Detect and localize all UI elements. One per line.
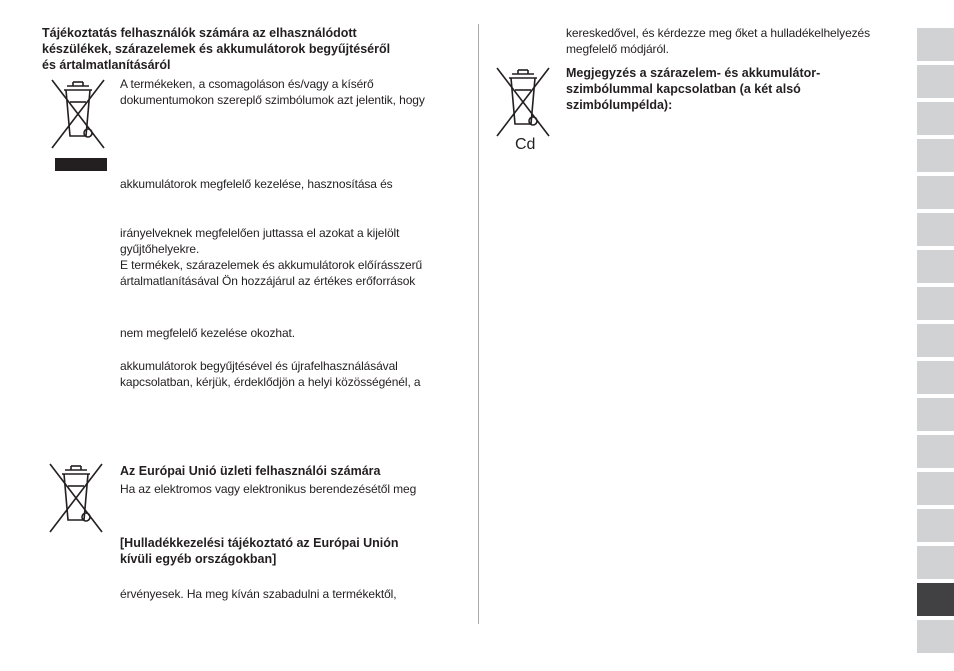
side-tab[interactable] xyxy=(917,139,954,172)
paragraph: Ha az elektromos vagy elektronikus berendezésétől meg xyxy=(120,482,417,496)
paragraph: nem megfelelő kezelése okozhat. xyxy=(120,326,296,340)
side-tab[interactable] xyxy=(917,213,954,246)
paragraph: érvényesek. Ha meg kíván szabadulni a termékektől, xyxy=(120,587,397,601)
side-tab[interactable] xyxy=(917,620,954,653)
paragraph: akkumulátorok megfelelő kezelése, hasznosítása és xyxy=(120,177,393,191)
side-tab-active[interactable] xyxy=(917,583,954,616)
side-tab[interactable] xyxy=(917,287,954,320)
paragraph: kereskedővel, és kérdezze meg őket a hulladékelhelyezés megfelelő módjáról. xyxy=(566,26,871,56)
side-tab[interactable] xyxy=(917,435,954,468)
black-bar-symbol xyxy=(55,158,107,171)
cd-label: Cd xyxy=(515,136,536,153)
column-divider xyxy=(478,24,479,624)
side-tab[interactable] xyxy=(917,65,954,98)
crossed-out-wheelie-bin-icon xyxy=(48,462,104,534)
side-tab-strip xyxy=(917,28,954,657)
side-tab[interactable] xyxy=(917,102,954,135)
side-tab[interactable] xyxy=(917,361,954,394)
paragraph: A termékeken, a csomagoláson és/vagy a kísérő dokumentumokon szereplő szimbólumok azt jelentik, hogy xyxy=(120,77,425,107)
side-tab[interactable] xyxy=(917,176,954,209)
side-tab[interactable] xyxy=(917,509,954,542)
crossed-out-wheelie-bin-icon xyxy=(50,78,106,150)
crossed-out-wheelie-bin-icon xyxy=(495,66,551,138)
paragraph: akkumulátorok begyűjtésével és újrafelhasználásával kapcsolatban, kérjük, érdeklődjön a helyi közösségénél, a xyxy=(120,359,421,389)
side-tab[interactable] xyxy=(917,472,954,505)
section-heading: Tájékoztatás felhasználók számára az elhasználódott készülékek, szárazelemek és akkumulátorok begyűjtéséről és ártalmatlanításáról xyxy=(42,26,391,72)
side-tab[interactable] xyxy=(917,324,954,357)
non-eu-heading: [Hulladékkezelési tájékoztató az Európai Unión kívüli egyéb országokban] xyxy=(120,536,399,566)
side-tab[interactable] xyxy=(917,546,954,579)
side-tab[interactable] xyxy=(917,250,954,283)
paragraph: irányelveknek megfelelően juttassa el azokat a kijelölt gyűjtőhelyekre. E termékek, szárazelemek és akkumulátorok előírásszerű ártalmatlanításával Ön hozzájárul az értékes erőforrások xyxy=(120,226,423,288)
note-heading: Megjegyzés a szárazelem- és akkumulátor- szimbólummal kapcsolatban (a két alsó szimbólumpélda): xyxy=(566,66,821,112)
side-tab[interactable] xyxy=(917,28,954,61)
side-tab[interactable] xyxy=(917,398,954,431)
eu-heading: Az Európai Unió üzleti felhasználói számára xyxy=(120,464,381,478)
